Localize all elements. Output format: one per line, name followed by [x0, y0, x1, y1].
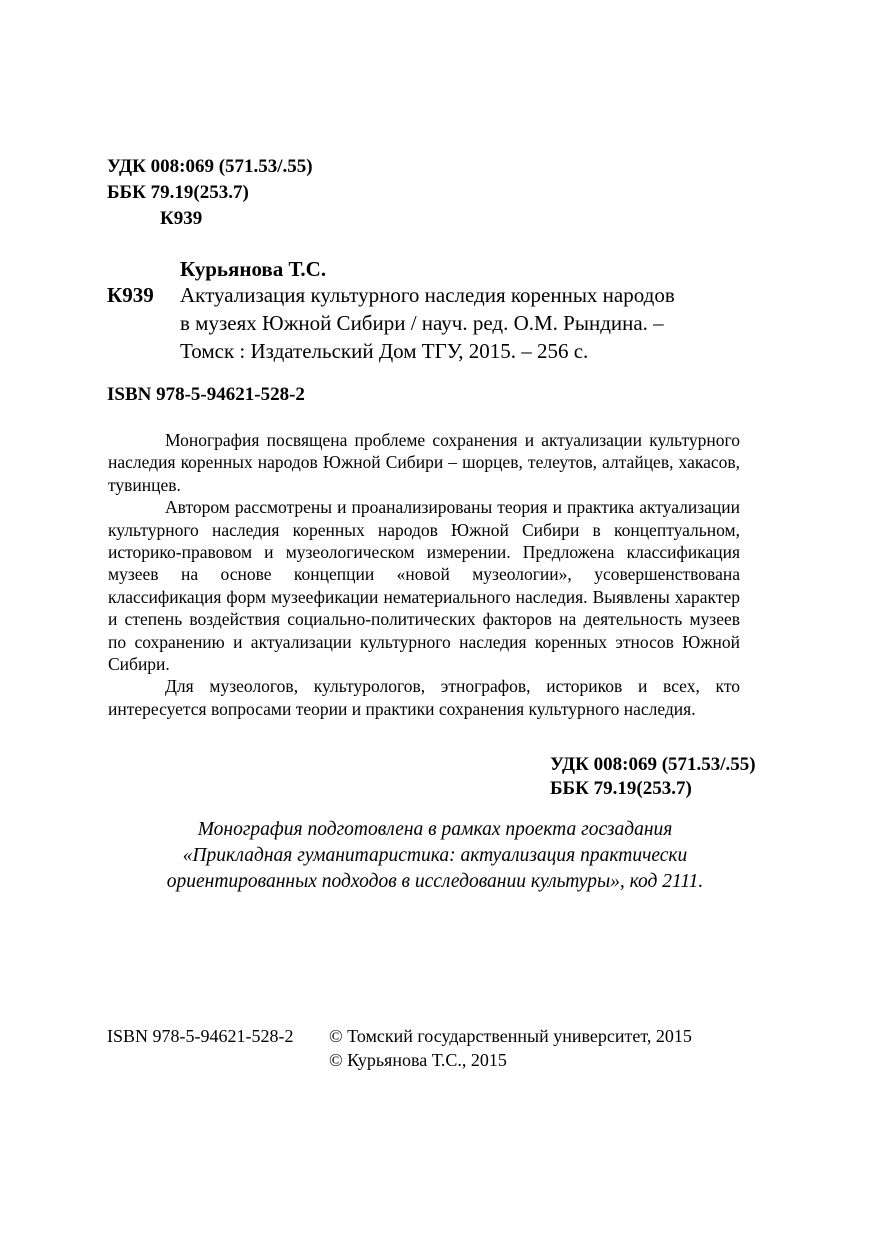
- title-line: в музеях Южной Сибири / науч. ред. О.М. Рындина. –: [180, 311, 664, 335]
- copyright-line: © Курьянова Т.С., 2015: [329, 1050, 507, 1070]
- bibliographic-description: [180, 281, 675, 365]
- isbn: ISBN 978-5-94621-528-2: [107, 384, 305, 405]
- classification-block-bottom: [550, 753, 756, 801]
- udk-code: УДК 008:069 (571.53/.55): [107, 156, 313, 177]
- abstract-paragraph: Автором рассмотрены и проанализированы теория и практика актуализации культурного наследия коренных народов Южной Сибири в концептуальном, историко-правовом и музеологическом измерении. Предложена классификация музеев на основе концепции «новой музеологии», усовершенствована классификация форм музеефикации нематериального наследия. Выявлены характер и степень воздействия социально-политических факторов на деятельность музеев по сохранению и актуализации культурного наследия коренных этносов Южной Сибири.: [108, 497, 740, 675]
- footer-isbn: ISBN 978-5-94621-528-2: [107, 1026, 294, 1046]
- abstract-paragraph: Монография посвящена проблеме сохранения и актуализации культурного наследия коренных народов Южной Сибири – шорцев, телеутов, алтайцев, хакасов, тувинцев.: [108, 430, 740, 495]
- note-line: Монография подготовлена в рамках проекта госзадания: [197, 819, 673, 840]
- abstract-paragraph: Для музеологов, культурологов, этнографов, историков и всех, кто интересуется вопросами теории и практики сохранения культурного наследия.: [108, 676, 740, 719]
- abstract: [108, 429, 740, 720]
- author-name: Курьянова Т.С.: [180, 257, 327, 281]
- classification-block: [107, 154, 313, 232]
- note-line: «Прикладная гуманитаристика: актуализация практически: [182, 845, 688, 866]
- copyright-line: © Томский государственный университет, 2015: [329, 1026, 692, 1046]
- record-cutter-code: К939: [107, 283, 154, 307]
- udk-code: УДК 008:069 (571.53/.55): [550, 754, 756, 775]
- grant-note: [120, 817, 750, 895]
- bbk-code: ББК 79.19(253.7): [550, 778, 692, 799]
- title-line: Томск : Издательский Дом ТГУ, 2015. – 256 с.: [180, 339, 589, 363]
- bbk-code: ББК 79.19(253.7): [107, 182, 249, 203]
- note-line: ориентированных подходов в исследовании культуры», код 2111.: [166, 871, 704, 892]
- copyright-block: [329, 1024, 692, 1072]
- title-line: Актуализация культурного наследия коренных народов: [180, 283, 675, 307]
- cutter-code: К939: [160, 208, 203, 229]
